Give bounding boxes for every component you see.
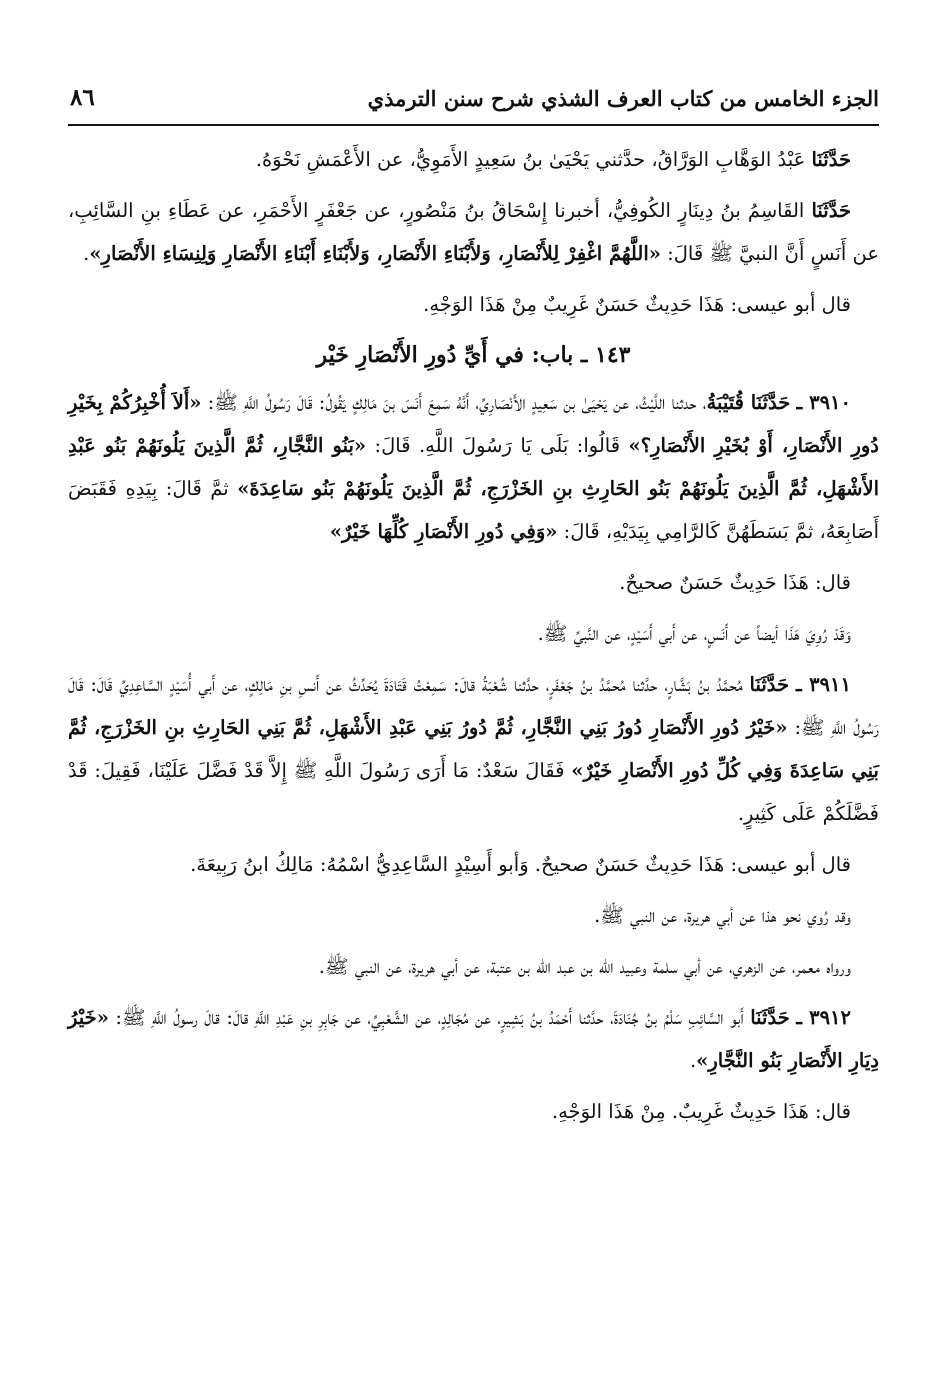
hadith-3911 xyxy=(68,663,879,835)
paragraph-riwaya-1: وَقَدْ رُوِيَ هَذَا أيضاً عن أَنَسٍ، عن أَبي أَسَيْدٍ، عن النَّبيِّ ﷺ. xyxy=(537,622,851,645)
paragraph-text: قَالُوا: بَلَى يَا رَسُولَ اللَّهِ. قَالَ: xyxy=(366,434,629,457)
hadith-number: ٣٩١٠ ـ xyxy=(796,391,851,414)
hadith-number: ٣٩١٢ ـ xyxy=(796,1006,851,1029)
paragraph-grading-1: قال أبو عيسى: هَذَا حَدِيثٌ حَسَنٌ غَرِيبٌ مِنْ هَذَا الوَجْهِ. xyxy=(423,293,851,316)
haddathana-lead: حَدَّثَنَا xyxy=(750,1006,790,1029)
paragraph-text: أَبو السَّائِبِ سَلْمُ بنُ جُنَادَةَ، حدَّثنا أَحْمَدُ بنُ بَشِيرٍ، عن مُجَالِدٍ، عن الشَّعْبِيِّ، عن جَابِرِ بنِ عَبْدِ اللَّهِ قالَ: قالَ رسولُ اللَّهِ ﷺ: xyxy=(108,1006,751,1029)
paragraph-text: عَبْدُ الوَهَّابِ الوَرَّاقُ، حدَّثني يَحْيَىٰ بنُ سَعِيدٍ الأَمَوِيُّ، عن الأَعْمَشِ نَحْوَهُ. xyxy=(255,148,812,171)
page-number: ٨٦ xyxy=(70,84,95,111)
hadith-quote: «اللَّهُمَّ اغْفِرْ لِلأَنْصَارِ، وَلأَبْنَاءِ الأَنْصَارِ، وَلأَبْنَاءِ أَبْنَاءِ الأَنْصَارِ وَلِنِسَاءِ الأَنْصَارِ» xyxy=(89,242,661,265)
haddathana-lead: حَدَّثَنَا xyxy=(811,199,851,222)
page-header xyxy=(68,78,879,126)
paragraph-isnad-2 xyxy=(68,189,879,275)
narrator-name: قُتَيْبَةُ xyxy=(706,391,751,414)
paragraph-grading-2: قال: هَذَا حَدِيثٌ حَسَنٌ صحيحٌ. xyxy=(619,571,851,594)
hadith-quote: «خَيْرُ دُورِ الأَنْصَارِ دُورُ بَنِي النَّجَّارِ، ثُمَّ دُورُ بَنِي عَبْدِ الأَشْهَلِ، ثُمَّ بَنِي الحَارِثِ بنِ الخَزْرَجِ، ثُمَّ بَنِي سَاعِدَةَ وَفِي كُلِّ دُورِ الأَنْصَارِ خَيْرٌ» xyxy=(68,716,879,782)
hadith-quote: «وَفِي دُورِ الأَنْصَارِ كُلِّهَا خَيْرٌ» xyxy=(329,520,558,543)
paragraph-end: . xyxy=(83,242,90,265)
paragraph-riwaya-2: وقد رُوي نحو هذا عن أبي هريرة، عن النبي ﷺ. xyxy=(594,904,851,927)
haddathana-lead: حَدَّثَنَا xyxy=(811,148,851,171)
chapter-heading: ١٤٣ ـ باب: في أَيِّ دُورِ الأَنْصَارِ خَيْر xyxy=(316,342,631,368)
paragraph-isnad-1 xyxy=(68,138,879,181)
hadith-3910 xyxy=(68,381,879,553)
paragraph-text: ثمَّ قَالَ: بِيَدِهِ فَقَبَضَ أَصَابِعَهُ، ثمَّ بَسَطَهُنَّ كَالرَّامِي بِيَدَيْهِ، قَالَ: xyxy=(68,477,879,543)
paragraph-text: مُحمَّدُ بنُ بَشَّارٍ، حدَّثنا مُحمَّدُ بنُ جَعْفَرٍ، حدَّثنا شُعْبَةُ قالَ: سَمِعْتُ قَتَادَةَ يُحَدِّثُ عن أَنسِ بنِ مَالِكٍ، عن أَبي أُسَيْدٍ السَّاعِدِيِّ قَالَ: قَالَ رَسُولُ اللَّهِ ﷺ: xyxy=(68,673,879,739)
page-content xyxy=(68,138,879,1141)
paragraph-text: القَاسِمُ بنُ دِينَارٍ الكُوفِيُّ، أخبرنا إِسْحَاقُ بنُ مَنْصُورٍ، عن جَعْفَرٍ الأَحْمَرِ، عن عَطَاءِ بنِ السَّائِبِ، عن أَنَسٍ أَنَّ النبيَّ ﷺ قَالَ: xyxy=(68,199,879,265)
hadith-quote: «بَنُو النَّجَّارِ، ثُمَّ الَّذِينَ يَلُونَهُمْ بَنُو عَبْدِ الأَشْهَلِ، ثُمَّ الَّذِينَ يَلُونَهُمْ بَنُو الحَارِثِ بنِ الخَزْرَجِ، ثُمَّ الَّذِينَ يَلُونَهُمْ بَنُو سَاعِدَةَ» xyxy=(68,434,879,500)
hadith-3912 xyxy=(68,996,879,1082)
haddathana-lead: حَدَّثَنَا xyxy=(750,391,791,414)
hadith-number: ٣٩١١ ـ xyxy=(795,673,851,696)
paragraph-text: فَقَالَ سَعْدٌ: مَا أَرَى رَسُولَ اللَّهِ ﷺ إِلاَّ قَدْ فَضَّلَ عَلَيْنَا، فَقِيلَ: قَدْ فَضَّلَكُمْ عَلَى كَثِيرٍ. xyxy=(68,759,879,825)
hadith-quote: «أَلاَ أُخْبِرُكُمْ بِخَيْرِ دُورِ الأَنْصَارِ، أَوْ بُخَيْرِ الأَنْصَارِ؟» xyxy=(68,391,879,457)
haddathana-lead: حَدَّثَنَا xyxy=(749,673,790,696)
running-title: الجزء الخامس من كتاب العرف الشذي شرح سنن الترمذي xyxy=(367,86,879,111)
paragraph-riwaya-3: ورواه معمر، عن الزهري، عن أبي سلمة وعبيد الله بن عبد الله بن عتبة، عن أبي هريرة، عن النبي ﷺ. xyxy=(318,955,851,978)
paragraph-text: ، حدثنا اللَّيْثُ، عن يَحْيَىٰ بن سَعِيدٍ الأَنْصَارِيِّ، أَنَّهُ سَمِعَ أَنَسَ بنَ مَالِكٍ يَقُولُ: قَالَ رَسُولُ اللَّهِ ﷺ: xyxy=(201,391,707,414)
paragraph-end: . xyxy=(689,1049,697,1072)
hadith-quote: «خَيْرُ دِيَارِ الأَنْصَارِ بَنُو النَّجَّارِ» xyxy=(68,1006,879,1072)
paragraph-grading-4: قال: هَذَا حَدِيثٌ غَرِيبٌ. مِنْ هَذَا الوَجْهِ. xyxy=(551,1100,851,1123)
paragraph-grading-3: قال أبو عيسى: هَذَا حَدِيثٌ حَسَنٌ صحيحٌ. وَأبو أَسِيْدٍ السَّاعِدِيُّ اسْمُهُ: مَالِكُ ابنُ رَبِيعَةَ. xyxy=(190,853,851,876)
